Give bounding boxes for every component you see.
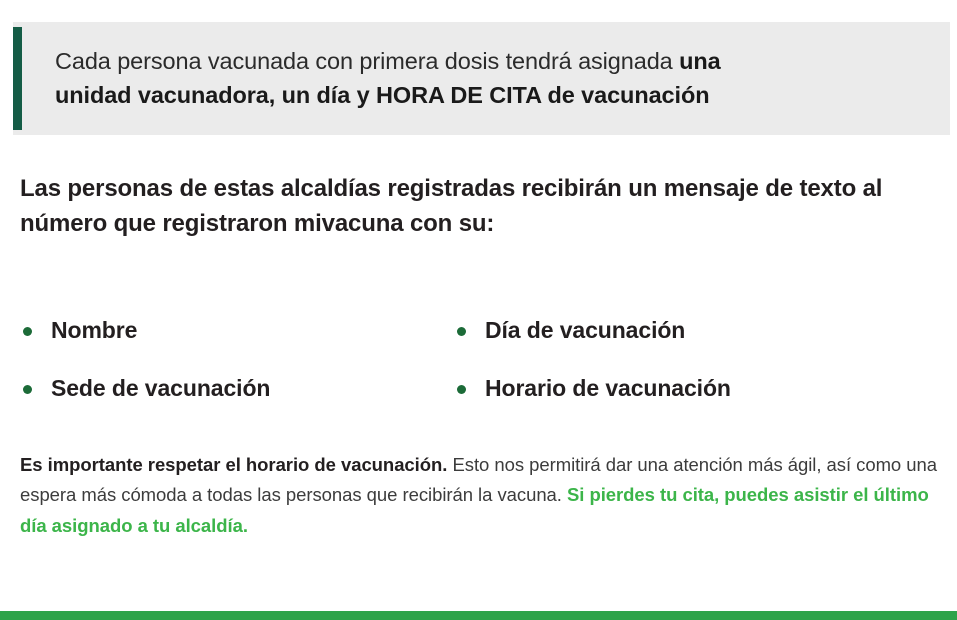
list-item	[452, 360, 886, 418]
footer-note-bold-lead: Es importante respetar el horario de vacunación.	[20, 454, 448, 475]
bullet-list	[18, 302, 918, 418]
callout-line2-bold: unidad vacunadora, un día y HORA DE CITA de vacunación	[55, 81, 710, 108]
bullet-dot-icon	[23, 385, 32, 394]
highlight-callout	[13, 22, 950, 135]
bullet-label: Día de vacunación	[485, 317, 686, 344]
callout-line1-regular: Cada persona vacunada con primera dosis tendrá asignada	[55, 48, 680, 75]
callout-accent-bar	[13, 27, 22, 130]
bullet-label: Sede de vacunación	[51, 375, 271, 402]
bullet-label: Nombre	[51, 317, 138, 344]
bullet-dot-icon	[457, 327, 466, 336]
list-item	[18, 302, 452, 360]
footer-note	[20, 450, 940, 541]
bullet-label: Horario de vacunación	[485, 375, 731, 402]
list-item	[18, 360, 452, 418]
lead-paragraph: Las personas de estas alcaldías registradas recibirán un mensaje de texto al número que registraron mivacuna con su:	[20, 175, 883, 237]
bottom-divider-bar	[0, 611, 957, 620]
footer-note-regular: Esto nos permitirá dar una atención más ágil, así como una espera más cómoda a todas las personas que recibirán la vacuna.	[20, 454, 937, 506]
bullet-dot-icon	[23, 327, 32, 336]
bullet-dot-icon	[457, 385, 466, 394]
callout-line1-bold: una	[679, 48, 721, 75]
list-item	[452, 302, 886, 360]
footer-note-green-tail: Si pierdes tu cita, puedes asistir el último día asignado a tu alcaldía.	[20, 484, 929, 536]
callout-body	[22, 22, 950, 135]
callout-text	[55, 45, 721, 112]
